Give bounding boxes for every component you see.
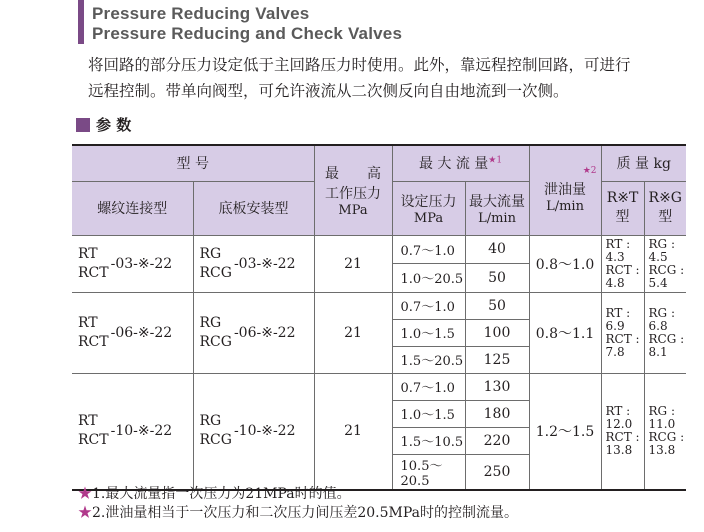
threaded-model-10	[72, 373, 193, 490]
model-series-rct: RCT	[78, 432, 109, 448]
subplate-model-10	[193, 373, 314, 490]
model-series-rcg: RCG	[199, 333, 232, 350]
col-mass-rg	[644, 181, 686, 235]
mass-text: 6.9	[605, 318, 625, 333]
model-series-rct: RCT	[78, 333, 109, 350]
col-mass-rt	[601, 181, 644, 235]
mass-rg-value	[644, 373, 686, 490]
mass-rt-value	[601, 235, 644, 292]
mass-rg-value	[644, 292, 686, 373]
mass-text: 4.3	[605, 249, 625, 264]
mass-rg-type: 型	[658, 209, 673, 225]
mass-text: 7.8	[605, 344, 625, 359]
subplate-model-03	[193, 235, 314, 292]
setting-pressure-label: 设定压力	[400, 193, 457, 210]
drain-star: ★2	[582, 165, 597, 176]
model-code: -10-※-22	[110, 423, 173, 439]
model-series-rcg: RCG	[199, 432, 232, 448]
col-max-flow-sub	[465, 181, 529, 235]
mass-text: RCT :	[605, 430, 640, 444]
mass-rt-value	[601, 373, 644, 490]
col-drain	[529, 145, 601, 235]
mass-text: RCG :	[648, 331, 685, 346]
max-flow-value: 100	[465, 319, 529, 346]
col-model: 型 号	[72, 145, 314, 181]
model-series-rt: RT	[78, 413, 98, 429]
mass-text: RCT :	[605, 331, 640, 346]
setting-pressure-value: 0.7～1.0	[392, 292, 465, 319]
intro-line-2: 远程控制。带单向阀型，可允许液流从二次侧反向自由地流到一次侧。	[88, 82, 569, 100]
mass-rg-value	[644, 235, 686, 292]
max-flow-value: 50	[465, 292, 529, 319]
max-flow-value: 40	[465, 235, 529, 264]
max-flow-value: 250	[465, 454, 529, 490]
setting-pressure-value: 1.5～20.5	[392, 346, 465, 373]
model-code: -10-※-22	[233, 423, 296, 439]
mass-text: 13.8	[648, 443, 676, 457]
section-marker-icon	[76, 118, 90, 132]
setting-pressure-unit: MPa	[413, 210, 444, 226]
mass-text: RT :	[605, 404, 631, 418]
max-flow-value: 130	[465, 373, 529, 400]
drain-value: 1.2～1.5	[529, 373, 601, 490]
drain-value: 0.8～1.1	[529, 292, 601, 373]
drain-value: 0.8～1.0	[529, 235, 601, 292]
footnote-1-text: 1.最大流量指一次压力为21MPa时的值。	[92, 486, 351, 502]
col-setting-pressure	[392, 181, 465, 235]
star-icon: ★	[78, 486, 92, 502]
mass-text: 13.8	[605, 443, 633, 457]
mass-text: RT :	[605, 305, 631, 320]
setting-pressure-value: 0.7～1.0	[392, 373, 465, 400]
model-series-rcg: RCG	[199, 264, 232, 281]
mass-text: RG :	[648, 404, 675, 418]
max-flow-star: ★1	[488, 155, 503, 166]
setting-pressure-value: 0.7～1.0	[392, 235, 465, 264]
footnote-2	[78, 503, 518, 523]
max-flow-label: 最 大 流 量	[418, 156, 489, 173]
intro-line-1: 将回路的部分压力设定低于主回路压力时使用。此外，靠远程控制回路，可进行	[88, 56, 631, 74]
model-code: -03-※-22	[233, 255, 296, 272]
max-flow-value: 125	[465, 346, 529, 373]
model-series-rt: RT	[78, 314, 98, 331]
max-pressure-label-b: 工作压力	[325, 185, 382, 202]
col-max-flow	[392, 145, 529, 181]
setting-pressure-value: 1.0～1.5	[392, 400, 465, 427]
max-flow-value: 180	[465, 400, 529, 427]
max-pressure-value: 21	[314, 292, 392, 373]
table-row	[72, 373, 686, 400]
footnote-1	[78, 484, 351, 504]
model-series-rg: RG	[199, 245, 222, 262]
table-row	[72, 235, 686, 264]
title-accent-bar	[78, 0, 84, 44]
max-flow-value: 50	[465, 264, 529, 293]
spec-table	[72, 144, 686, 491]
table-row	[72, 292, 686, 319]
max-pressure-value: 21	[314, 235, 392, 292]
subplate-model-06	[193, 292, 314, 373]
max-pressure-label-a: 最 高	[325, 165, 382, 182]
star-icon: ★	[78, 505, 92, 521]
col-subplate: 底板安装型	[193, 181, 314, 235]
mass-text: 5.4	[648, 275, 668, 290]
max-flow-value: 220	[465, 427, 529, 454]
max-flow-unit: L/min	[478, 210, 516, 226]
model-code: -03-※-22	[110, 255, 173, 272]
mass-text: RCT :	[605, 262, 640, 277]
mass-text: RCG :	[648, 262, 685, 277]
mass-rg-label: R※G	[648, 190, 682, 206]
threaded-model-03	[72, 235, 193, 292]
mass-text: RG :	[648, 236, 675, 251]
setting-pressure-value: 1.0～20.5	[392, 264, 465, 293]
section-title: 参 数	[96, 116, 132, 134]
setting-pressure-value: 10.5～20.5	[392, 454, 465, 490]
mass-text: RCG :	[648, 430, 685, 444]
col-max-pressure	[314, 145, 392, 235]
mass-rt-type: 型	[615, 209, 630, 225]
model-series-rt: RT	[78, 245, 98, 262]
max-pressure-unit: MPa	[338, 202, 368, 218]
page-title: Pressure Reducing Valves	[92, 4, 310, 23]
footnote-2-text: 2.泄油量相当于一次压力和二次压力间压差20.5MPa时的控制流量。	[92, 505, 519, 521]
mass-text: RT :	[605, 236, 631, 251]
setting-pressure-value: 1.0～1.5	[392, 319, 465, 346]
mass-rt-value	[601, 292, 644, 373]
max-flow-sub-label: 最大流量	[469, 193, 526, 210]
setting-pressure-value: 1.5～10.5	[392, 427, 465, 454]
mass-text: RG :	[648, 305, 675, 320]
mass-text: 4.5	[648, 249, 668, 264]
mass-rt-label: R※T	[606, 190, 639, 206]
mass-text: 6.8	[648, 318, 668, 333]
model-series-rg: RG	[199, 413, 222, 429]
model-series-rg: RG	[199, 314, 222, 331]
mass-text: 12.0	[605, 417, 633, 431]
max-pressure-value: 21	[314, 373, 392, 490]
col-threaded: 螺纹连接型	[72, 181, 193, 235]
drain-label: 泄油量	[544, 181, 587, 198]
col-mass: 质 量 kg	[601, 145, 686, 181]
mass-text: 8.1	[648, 344, 668, 359]
model-code: -06-※-22	[233, 324, 296, 341]
model-series-rct: RCT	[78, 264, 109, 281]
threaded-model-06	[72, 292, 193, 373]
drain-unit: L/min	[546, 198, 584, 214]
mass-text: 4.8	[605, 275, 625, 290]
model-code: -06-※-22	[110, 324, 173, 341]
page-subtitle: Pressure Reducing and Check Valves	[92, 24, 403, 43]
mass-text: 11.0	[648, 417, 676, 431]
